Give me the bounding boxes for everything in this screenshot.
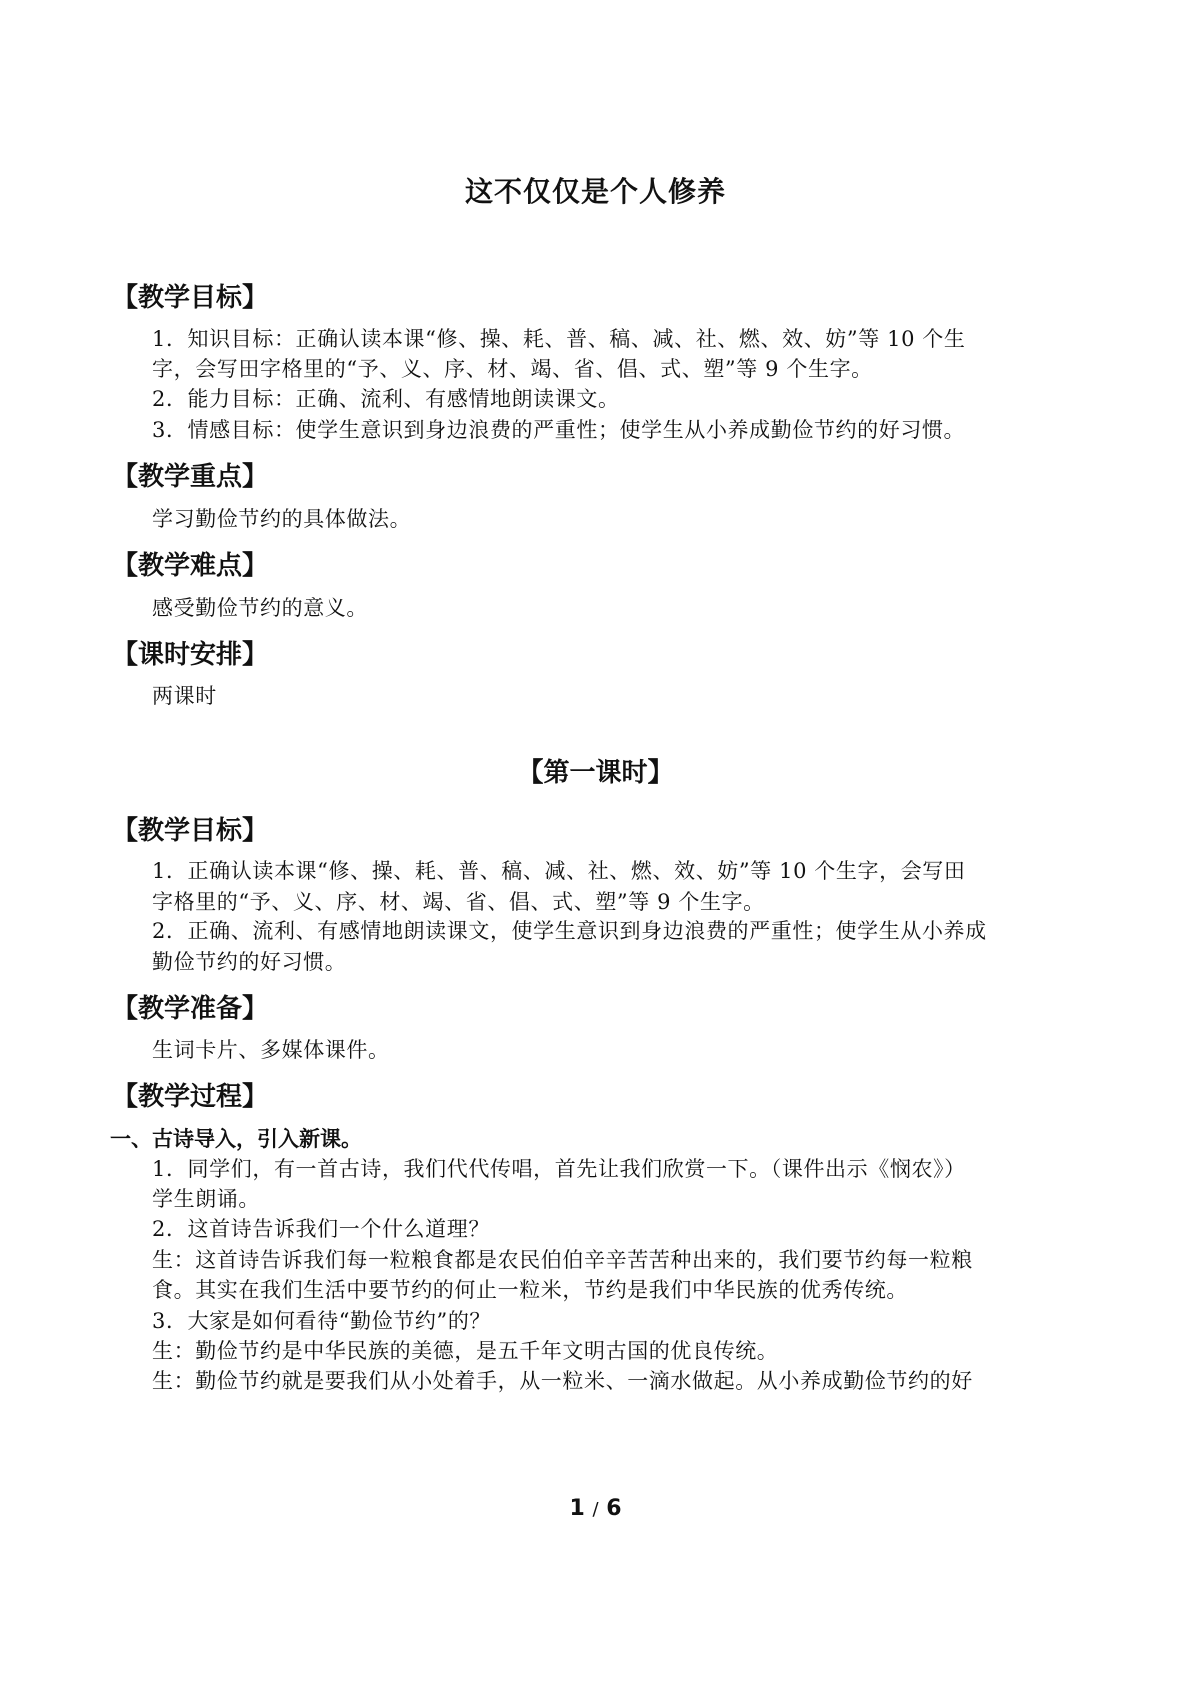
process-line: 3．大家是如何看待“勤俭节约”的？ bbox=[152, 1309, 492, 1333]
prep-heading: 【教学准备】 bbox=[112, 994, 269, 1024]
process-line: 食。其实在我们生活中要节约的何止一粒米，节约是我们中华民族的优秀传统。 bbox=[152, 1278, 908, 1302]
page-current: 1 bbox=[569, 1496, 585, 1521]
lesson1-goal-line: 1．正确认读本课“修、操、耗、普、稿、减、社、燃、效、妨”等 10 个生字，会写田 bbox=[152, 859, 966, 883]
process-line: 生：勤俭节约是中华民族的美德，是五千年文明古国的优良传统。 bbox=[152, 1339, 779, 1363]
page-separator: / bbox=[592, 1499, 599, 1520]
lesson1-heading: 【第一课时】 bbox=[517, 758, 674, 788]
page-total: 6 bbox=[606, 1496, 622, 1521]
lesson1-goal-line: 勤俭节约的好习惯。 bbox=[152, 950, 347, 974]
schedule-heading: 【课时安排】 bbox=[112, 640, 269, 670]
difficulty-heading: 【教学难点】 bbox=[112, 551, 269, 581]
goals-heading: 【教学目标】 bbox=[112, 283, 269, 313]
process-line: 生：勤俭节约就是要我们从小处着手，从一粒米、一滴水做起。从小养成勤俭节约的好 bbox=[152, 1369, 973, 1393]
focus-text: 学习勤俭节约的具体做法。 bbox=[152, 507, 412, 531]
goal-line: 字，会写田字格里的“予、义、序、材、竭、省、倡、式、塑”等 9 个生字。 bbox=[152, 357, 873, 381]
difficulty-text: 感受勤俭节约的意义。 bbox=[152, 596, 368, 620]
lesson1-goals-heading: 【教学目标】 bbox=[112, 816, 269, 846]
process-line: 生：这首诗告诉我们每一粒粮食都是农民伯伯辛辛苦苦种出来的，我们要节约每一粒粮 bbox=[152, 1248, 973, 1272]
page-number bbox=[0, 1496, 1191, 1521]
goal-line: 2．能力目标：正确、流利、有感情地朗读课文。 bbox=[152, 387, 620, 411]
process-line: 2．这首诗告诉我们一个什么道理？ bbox=[152, 1217, 490, 1241]
focus-heading: 【教学重点】 bbox=[112, 462, 269, 492]
lesson1-goal-line: 2．正确、流利、有感情地朗读课文，使学生意识到身边浪费的严重性；使学生从小养成 bbox=[152, 919, 987, 943]
part1-heading: 一、古诗导入，引入新课。 bbox=[110, 1127, 362, 1151]
process-line: 1．同学们，有一首古诗，我们代代传唱，首先让我们欣赏一下。（课件出示《悯农》） bbox=[152, 1157, 966, 1181]
prep-text: 生词卡片、多媒体课件。 bbox=[152, 1038, 390, 1062]
process-line: 学生朗诵。 bbox=[152, 1187, 260, 1211]
goal-line: 1．知识目标：正确认读本课“修、操、耗、普、稿、减、社、燃、效、妨”等 10 个生 bbox=[152, 327, 966, 351]
lesson1-goal-line: 字格里的“予、义、序、材、竭、省、倡、式、塑”等 9 个生字。 bbox=[152, 890, 765, 914]
schedule-text: 两课时 bbox=[152, 684, 217, 708]
goal-line: 3．情感目标：使学生意识到身边浪费的严重性；使学生从小养成勤俭节约的好习惯。 bbox=[152, 418, 966, 442]
document-title: 这不仅仅是个人修养 bbox=[464, 175, 726, 208]
process-heading: 【教学过程】 bbox=[112, 1082, 269, 1112]
